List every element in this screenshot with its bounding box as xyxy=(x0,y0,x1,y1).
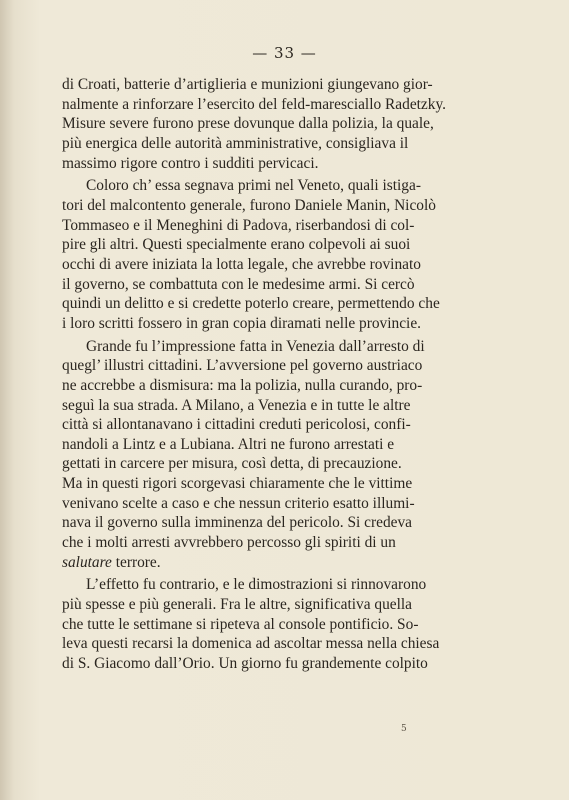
text-line: quindi un delitto e si credette poterlo creare, permettendo che xyxy=(62,295,440,313)
text-line: leva questi recarsi la domenica ad ascoltar messa nella chiesa xyxy=(62,635,440,653)
text-line: L’effetto fu contrario, e le dimostrazioni si rinnovarono xyxy=(86,576,427,594)
text-line: massimo rigore contro i sudditi pervicaci. xyxy=(62,154,319,172)
text-line: più energica delle autorità amministrative, consigliava il xyxy=(62,134,409,152)
text-line: quegl’ illustri cittadini. L’avversione pel governo austriaco xyxy=(62,357,423,375)
text-line: che i molti arresti avvrebbero percosso gli spiriti di un xyxy=(62,534,396,552)
signature-mark: 5 xyxy=(401,724,407,734)
text-line: occhi di avere iniziata la lotta legale, che avrebbe rovinato xyxy=(62,255,421,273)
text-line: il governo, se combattuta con le medesime armi. Si cercò xyxy=(62,275,415,293)
text-line: gettati in carcere per misura, così detta, di precauzione. xyxy=(62,455,402,473)
text-line: Coloro ch’ essa segnava primi nel Veneto, quali istiga- xyxy=(86,177,421,195)
text-line: venivano scelte a caso e che nessun criterio esatto illumi- xyxy=(62,494,415,512)
text-line: nava il governo sulla imminenza del pericolo. Si credeva xyxy=(62,514,413,532)
paragraph xyxy=(62,75,472,173)
paragraph xyxy=(62,176,472,333)
text-line: di S. Giacomo dall’Orio. Un giorno fu grandemente colpito xyxy=(62,655,428,673)
paragraph xyxy=(62,575,472,673)
italic-word: salutare xyxy=(62,553,112,571)
text-line: nalmente a rinforzare l’esercito del feld-maresciallo Radetzky. xyxy=(62,95,446,113)
body-text xyxy=(62,75,472,674)
text-line: salutare terrore. xyxy=(62,553,161,571)
text-line: Tommaseo e il Meneghini di Padova, riserbandosi di col- xyxy=(62,216,415,234)
text-line: più spesse e più generali. Fra le altre, significativa quella xyxy=(62,596,413,614)
text-line: Grande fu l’impressione fatta in Venezia dall’arresto di xyxy=(86,337,425,355)
page-number: — 33 — xyxy=(252,44,317,62)
text-line: tori del malcontento generale, furono Daniele Manin, Nicolò xyxy=(62,196,436,214)
text-line: città si allontanavano i cittadini creduti pericolosi, confi- xyxy=(62,416,411,434)
text-line: che tutte le settimane si ripeteva al console pontificio. So- xyxy=(62,615,419,633)
text-line: seguì la sua strada. A Milano, a Venezia e in tutte le altre xyxy=(62,396,411,414)
text-line: ne accrebbe a dismisura: ma la polizia, nulla curando, pro- xyxy=(62,376,423,394)
text-line: di Croati, batterie d’artiglieria e munizioni giungevano gior- xyxy=(62,76,433,93)
text-line: nandoli a Lintz e a Lubiana. Altri ne furono arrestati e xyxy=(62,435,395,453)
text-line: i loro scritti fossero in gran copia diramati nelle provincie. xyxy=(62,314,422,332)
text-line: Ma in questi rigori scorgevasi chiaramente che le vittime xyxy=(62,475,413,493)
text-line: Misure severe furono prese dovunque dalla polizia, la quale, xyxy=(62,115,434,133)
text-line: pire gli altri. Questi specialmente erano colpevoli ai suoi xyxy=(62,236,411,254)
paragraph xyxy=(62,337,472,573)
